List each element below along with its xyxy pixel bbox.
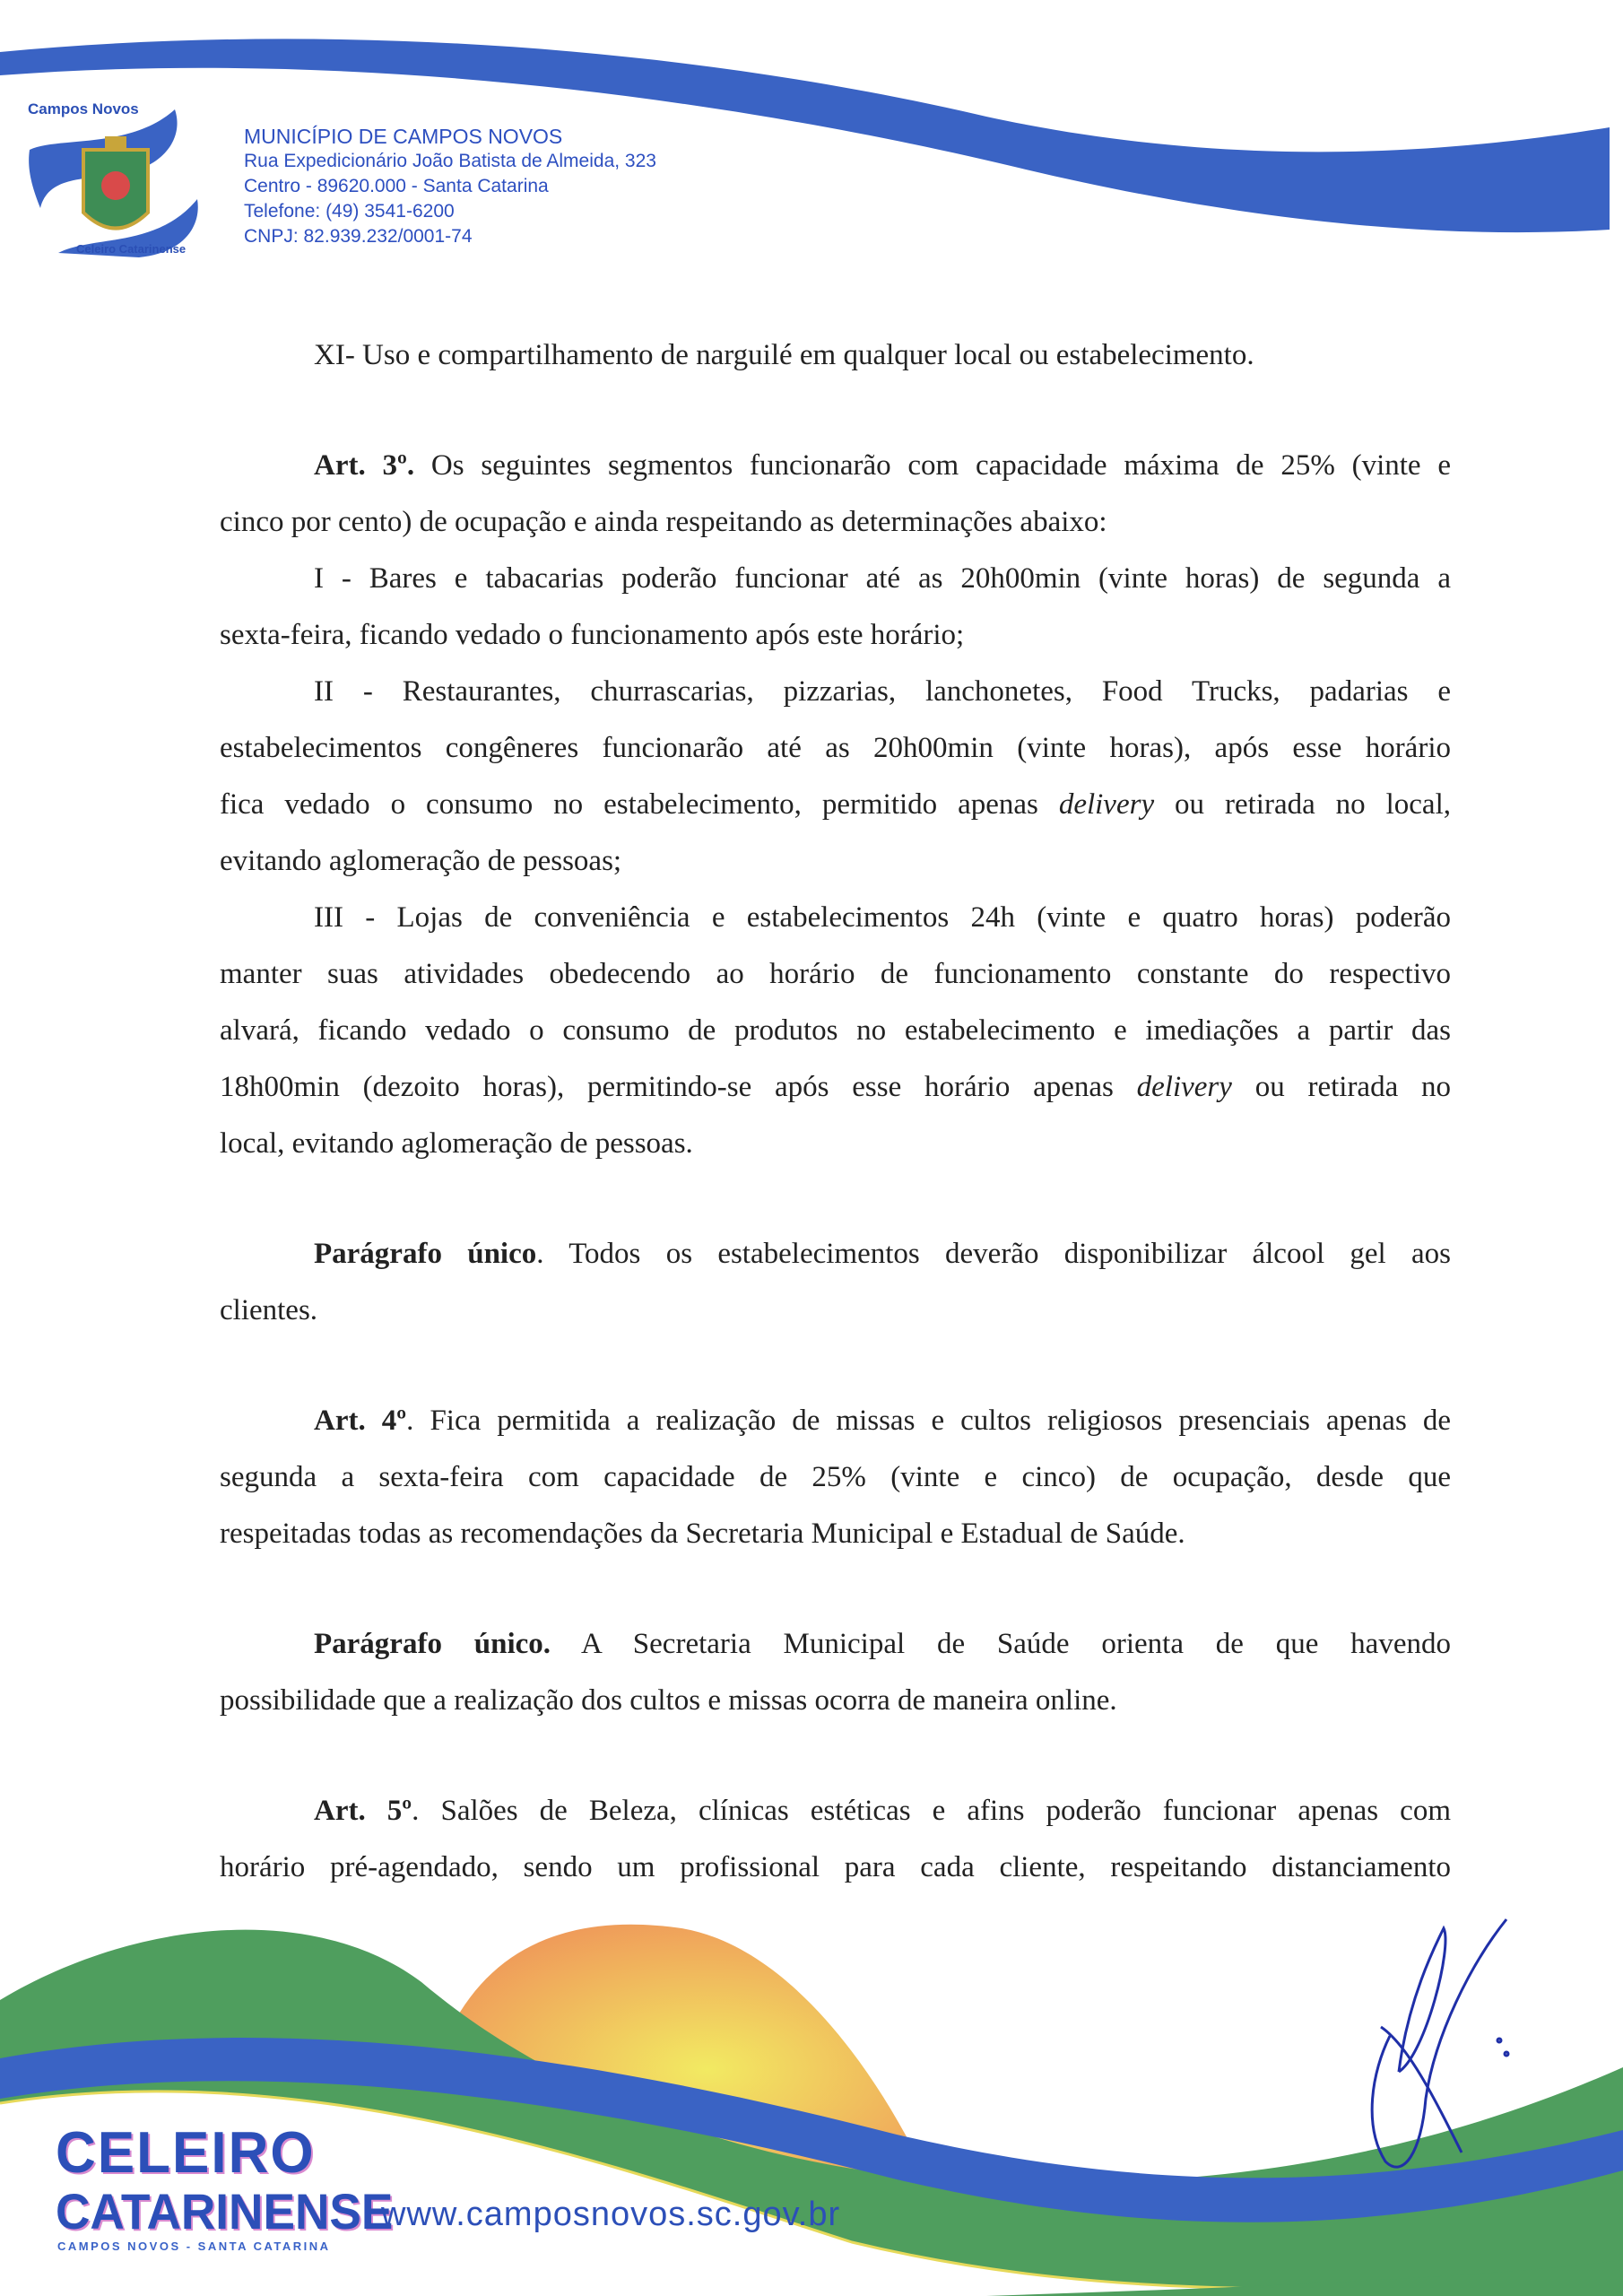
text-line <box>220 1509 1451 1565</box>
text-span: . Fica permitida a realização de missas e cultos religiosos presenciais apenas de <box>406 1405 1451 1437</box>
text-span: II - Restaurantes, churrascarias, pizzarias, lanchonetes, Food Trucks, padarias e <box>314 675 1451 708</box>
brand-subtitle: CAMPOS NOVOS - SANTA CATARINA <box>57 2239 331 2253</box>
city: Centro - 89620.000 - Santa Catarina <box>244 176 549 196</box>
text-line <box>220 497 1451 553</box>
bold-heading: Art. 5º <box>314 1795 412 1827</box>
text-span: evitando aglomeração de pessoas; <box>220 845 622 877</box>
bold-heading: Parágrafo único <box>314 1238 537 1270</box>
paragraph <box>220 892 1451 1175</box>
text-line <box>220 892 1451 949</box>
municipality-title: MUNICÍPIO DE CAMPOS NOVOS <box>244 125 563 148</box>
handwritten-signature <box>1336 1892 1569 2197</box>
text-span: sexta-feira, ficando vedado o funcionamento após este horário; <box>220 619 965 651</box>
text-span: horário pré-agendado, sendo um profissional para cada cliente, respeitando distanciamento <box>220 1851 1451 1883</box>
text-line <box>220 1619 1451 1675</box>
text-line <box>220 1786 1451 1842</box>
text-line <box>220 1452 1451 1509</box>
text-line <box>220 779 1451 836</box>
text-line <box>220 610 1451 666</box>
paragraph <box>220 666 1451 892</box>
paragraph <box>220 330 1451 387</box>
document-body <box>220 330 1451 1952</box>
text-span: . Todos os estabelecimentos deverão disponibilizar álcool gel aos <box>536 1238 1452 1270</box>
paragraph <box>220 1396 1451 1565</box>
text-line <box>220 330 1451 387</box>
text-line <box>220 723 1451 779</box>
text-span: segunda a sexta-feira com capacidade de 25% (vinte e cinco) de ocupação, desde que <box>220 1461 1451 1493</box>
document-section <box>220 330 1451 387</box>
text-line <box>220 1229 1451 1285</box>
text-span: local, evitando aglomeração de pessoas. <box>220 1127 693 1160</box>
text-line <box>220 836 1451 892</box>
text-span: I - Bares e tabacarias poderão funcionar até as 20h00min (vinte horas) de segunda a <box>314 562 1451 595</box>
text-span: A Secretaria Municipal de Saúde orienta de que havendo <box>551 1628 1451 1660</box>
paragraph <box>220 553 1451 666</box>
text-span: estabelecimentos congêneres funcionarão até as 20h00min (vinte horas), após esse horário <box>220 732 1451 764</box>
italic-term: delivery <box>1058 788 1155 821</box>
document-section <box>220 1229 1451 1342</box>
brand-catarinense: CATARINENSE <box>56 2183 394 2239</box>
text-span: ou retirada no <box>1231 1071 1451 1103</box>
text-line <box>220 949 1451 1005</box>
address: Rua Expedicionário João Batista de Almeida, 323 <box>244 151 656 171</box>
text-line <box>220 1005 1451 1062</box>
text-line <box>220 666 1451 723</box>
municipality-logo <box>22 100 229 262</box>
text-span: III - Lojas de conveniência e estabelecimentos 24h (vinte e quatro horas) poderão <box>314 901 1451 934</box>
text-line <box>220 1062 1451 1118</box>
bold-heading: Art. 3º. <box>314 449 415 482</box>
paragraph <box>220 440 1451 553</box>
paragraph <box>220 1619 1451 1732</box>
text-span: XI- Uso e compartilhamento de narguilé em qualquer local ou estabelecimento. <box>314 339 1254 371</box>
website-link[interactable]: www.camposnovos.sc.gov.br <box>381 2196 841 2233</box>
text-span: alvará, ficando vedado o consumo de produtos no estabelecimento e imediações a partir das <box>220 1014 1451 1047</box>
text-span: possibilidade que a realização dos cultos e missas ocorra de maneira online. <box>220 1684 1117 1717</box>
text-span: . Salões de Beleza, clínicas estéticas e afins poderão funcionar apenas com <box>412 1795 1451 1827</box>
cnpj: CNPJ: 82.939.232/0001-74 <box>244 226 473 247</box>
text-span: cinco por cento) de ocupação e ainda respeitando as determinações abaixo: <box>220 506 1107 538</box>
italic-term: delivery <box>1136 1071 1232 1103</box>
text-line <box>220 440 1451 497</box>
text-line <box>220 1675 1451 1732</box>
text-line <box>220 1285 1451 1342</box>
bold-heading: Art. 4º <box>314 1405 407 1437</box>
text-span: respeitadas todas as recomendações da Secretaria Municipal e Estadual de Saúde. <box>220 1518 1185 1550</box>
document-section <box>220 440 1451 1175</box>
coat-of-arms-icon <box>22 100 229 262</box>
document-section <box>220 1619 1451 1732</box>
text-line <box>220 1396 1451 1452</box>
header-contact-block <box>244 124 656 249</box>
document-section <box>220 1396 1451 1565</box>
text-span: manter suas atividades obedecendo ao horário de funcionamento constante do respectivo <box>220 958 1451 990</box>
logo-text-top: Campos Novos <box>28 100 139 117</box>
text-line <box>220 1118 1451 1175</box>
phone: Telefone: (49) 3541-6200 <box>244 201 455 222</box>
bold-heading: Parágrafo único. <box>314 1628 551 1660</box>
text-span: Os seguintes segmentos funcionarão com capacidade máxima de 25% (vinte e <box>414 449 1451 482</box>
text-span: 18h00min (dezoito horas), permitindo-se após esse horário apenas <box>220 1071 1137 1103</box>
text-span: fica vedado o consumo no estabelecimento, permitido apenas <box>220 788 1059 821</box>
text-span: clientes. <box>220 1294 318 1326</box>
paragraph <box>220 1229 1451 1342</box>
logo-text-bottom: Celeiro Catarinense <box>76 242 187 256</box>
brand-celeiro: CELEIRO <box>56 2120 316 2186</box>
text-span: ou retirada no local, <box>1154 788 1451 821</box>
text-line <box>220 553 1451 610</box>
